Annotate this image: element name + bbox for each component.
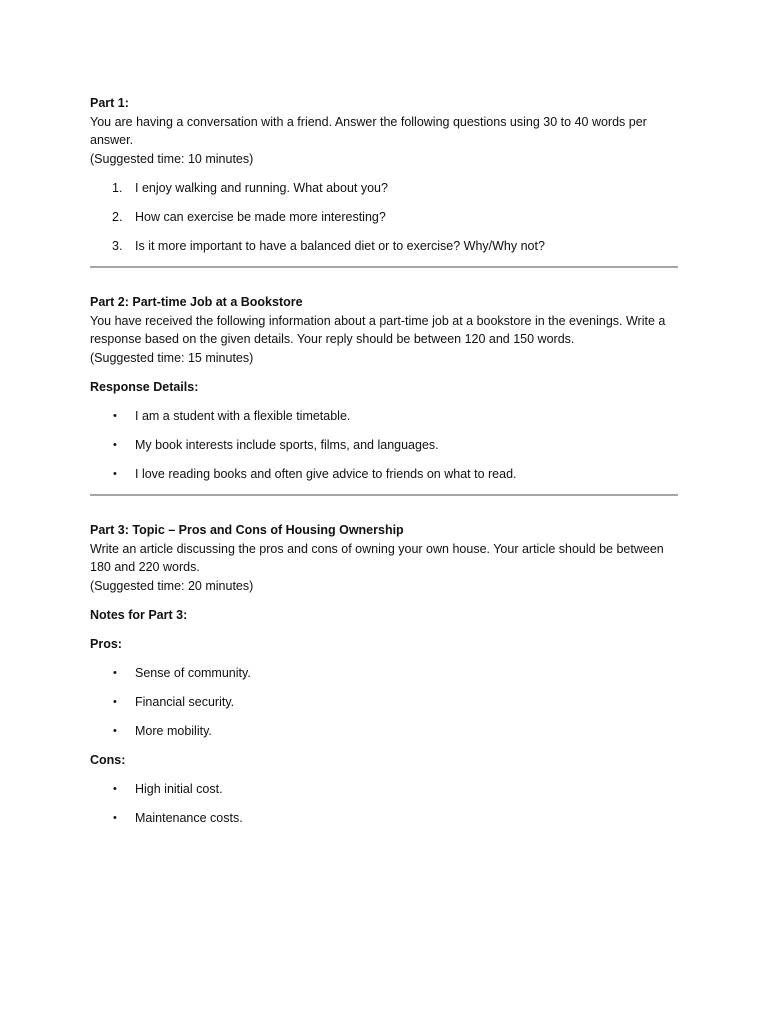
question-item [90,237,678,256]
part-2-suggested-time: (Suggested time: 15 minutes) [90,350,254,365]
list-item-text: My book interests include sports, films, and languages. [135,437,439,452]
question-text: How can exercise be made more interesting? [135,209,386,224]
part-2-title: Part 2: Part-time Job at a Bookstore [90,295,303,309]
section-divider [90,494,678,496]
bullet-icon: • [113,724,117,737]
bullet-icon: • [113,666,117,679]
pros-heading: Pros: [90,636,122,651]
list-item [90,465,678,484]
part-1-question-list [90,179,678,256]
part-2-instructions: You have received the following information about a part-time job at a bookstore in the evenings. Write a response based on the given details. Your reply should be between 120 and 150 words. [90,313,666,346]
part-3-title: Part 3: Topic – Pros and Cons of Housing Ownership [90,523,404,537]
question-item [90,179,678,198]
list-item [90,664,678,683]
part-1-instructions: You are having a conversation with a friend. Answer the following questions using 30 to 40 words per answer. [90,114,647,147]
part-3-instructions: Write an article discussing the pros and cons of owning your own house. Your article should be between 180 and 220 words. [90,541,664,574]
list-item-text: High initial cost. [135,781,223,796]
part-2-section [90,293,678,483]
response-details-heading: Response Details: [90,379,199,394]
list-item-text: Financial security. [135,694,235,709]
list-item-text: More mobility. [135,723,212,738]
list-item [90,722,678,741]
bullet-icon: • [113,811,117,824]
part-1-section [90,94,678,255]
part-1-title: Part 1: [90,96,129,110]
list-item [90,436,678,455]
bullet-icon: • [113,409,117,422]
part-3-section [90,521,678,827]
bullet-icon: • [113,695,117,708]
question-text: I enjoy walking and running. What about you? [135,180,388,195]
bullet-icon: • [113,782,117,795]
document-page [90,94,678,827]
question-number: 2. [112,209,123,224]
list-item-text: I am a student with a flexible timetable. [135,408,351,423]
list-item-text: Sense of community. [135,665,251,680]
response-details-list [90,407,678,484]
list-item-text: Maintenance costs. [135,810,243,825]
list-item-text: I love reading books and often give advice to friends on what to read. [135,466,517,481]
question-text: Is it more important to have a balanced diet or to exercise? Why/Why not? [135,238,545,253]
bullet-icon: • [113,438,117,451]
list-item [90,780,678,799]
section-divider [90,266,678,268]
list-item [90,407,678,426]
cons-heading: Cons: [90,752,126,767]
part-3-suggested-time: (Suggested time: 20 minutes) [90,578,254,593]
bullet-icon: • [113,467,117,480]
question-item [90,208,678,227]
question-number: 1. [112,180,123,195]
list-item [90,693,678,712]
pros-list [90,664,678,741]
list-item [90,809,678,828]
cons-list [90,780,678,828]
notes-heading: Notes for Part 3: [90,607,188,622]
part-1-suggested-time: (Suggested time: 10 minutes) [90,151,254,166]
question-number: 3. [112,238,123,253]
